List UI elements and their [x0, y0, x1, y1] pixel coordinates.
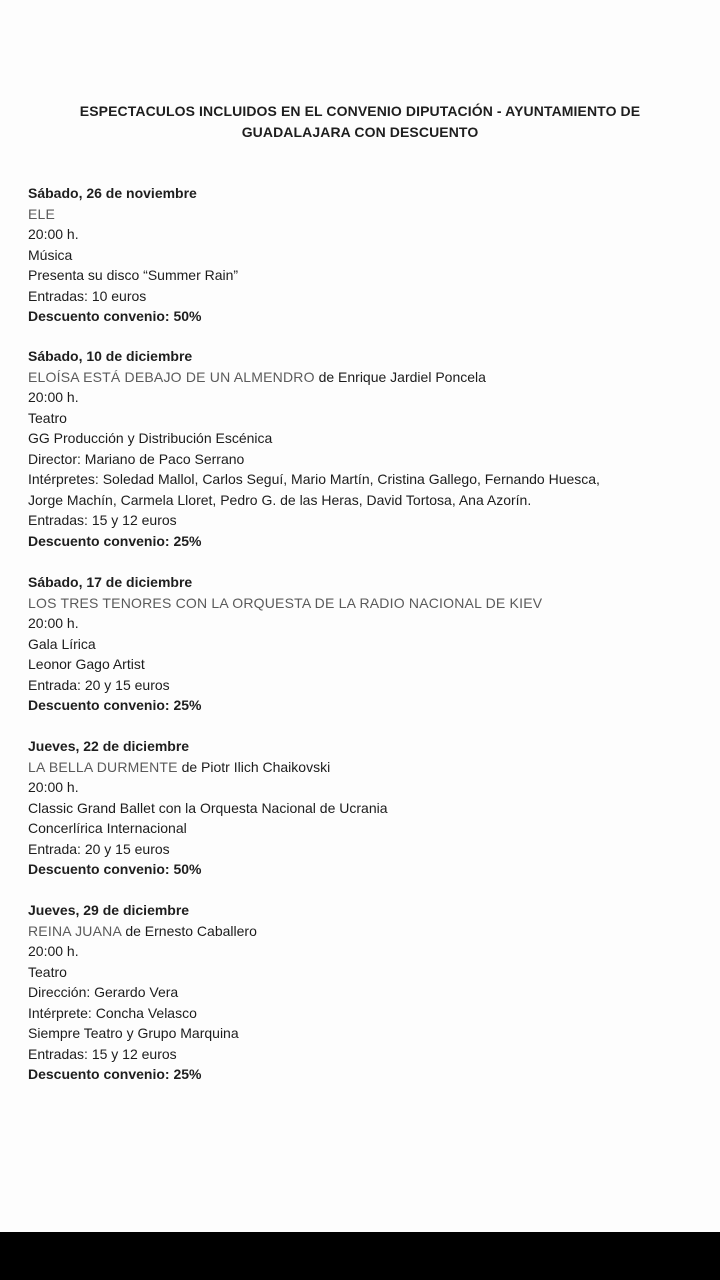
- event-time: 20:00 h.: [28, 226, 79, 242]
- event-time: 20:00 h.: [28, 943, 79, 959]
- event-price: Entrada: 20 y 15 euros: [28, 676, 170, 693]
- event-price: Entradas: 15 y 12 euros: [28, 512, 177, 528]
- event-genre: Gala Lírica: [28, 635, 96, 652]
- event-director: Dirección: Gerardo Vera: [28, 984, 179, 1000]
- event-date: Sábado, 17 de diciembre: [28, 574, 193, 590]
- navigation-bar: [0, 1232, 720, 1280]
- event-time: 20:00 h.: [28, 389, 79, 405]
- event-discount: Descuento convenio: 25%: [28, 1066, 202, 1082]
- event-name: LOS TRES TENORES CON LA ORQUESTA DE LA RADIO NACIONAL DE KIEV: [28, 594, 543, 611]
- event-name: LA BELLA DURMENTE: [28, 758, 178, 775]
- event-performer: Intérprete: Concha Velasco: [28, 1004, 197, 1021]
- event-producer: Concerlírica Internacional: [28, 820, 187, 836]
- event-name: ELE: [28, 205, 56, 222]
- event-cast-continued: Jorge Machín, Carmela Lloret, Pedro G. de las Heras, David Tortosa, Ana Azorín.: [28, 491, 532, 508]
- event-time: 20:00 h.: [28, 615, 79, 631]
- event-genre: Música: [28, 246, 73, 263]
- event-cast: Intérpretes: Soledad Mallol, Carlos Seguí, Mario Martín, Cristina Gallego, Fernando Huesca,: [28, 471, 600, 487]
- event-discount: Descuento convenio: 50%: [28, 861, 202, 877]
- event-price: Entradas: 15 y 12 euros: [28, 1045, 177, 1062]
- event-date: Sábado, 26 de noviembre: [28, 185, 197, 201]
- event-name: ELOÍSA ESTÁ DEBAJO DE UN ALMENDRO: [28, 368, 315, 385]
- event-company: GG Producción y Distribución Escénica: [28, 430, 273, 446]
- event-name: REINA JUANA: [28, 922, 126, 939]
- event-tres-tenores: [28, 572, 708, 716]
- event-genre: Teatro: [28, 963, 67, 980]
- event-time: 20:00 h.: [28, 779, 79, 795]
- event-price: Entradas: 10 euros: [28, 287, 147, 304]
- event-date: Sábado, 10 de diciembre: [28, 348, 193, 364]
- event-company: Siempre Teatro y Grupo Marquina: [28, 1025, 239, 1041]
- event-company: Leonor Gago Artist: [28, 656, 145, 672]
- document-title: [40, 101, 680, 143]
- event-date: Jueves, 22 de diciembre: [28, 738, 190, 754]
- title-line-1: ESPECTACULOS INCLUIDOS EN EL CONVENIO DIPUTACIÓN - AYUNTAMIENTO DE: [79, 103, 641, 119]
- event-eloisa: [28, 346, 708, 551]
- event-author: de Ernesto Caballero: [125, 922, 257, 939]
- event-director: Director: Mariano de Paco Serrano: [28, 450, 245, 467]
- event-discount: Descuento convenio: 25%: [28, 532, 202, 549]
- title-line-2: GUADALAJARA CON DESCUENTO: [241, 124, 479, 140]
- event-discount: Descuento convenio: 50%: [28, 308, 202, 324]
- event-ele: [28, 183, 708, 327]
- event-genre: Teatro: [28, 409, 67, 426]
- event-price: Entrada: 20 y 15 euros: [28, 840, 170, 857]
- event-discount: Descuento convenio: 25%: [28, 697, 202, 713]
- event-reina-juana: [28, 900, 708, 1085]
- event-description: Presenta su disco “Summer Rain”: [28, 267, 239, 283]
- event-author: de Enrique Jardiel Poncela: [314, 368, 486, 385]
- event-company: Classic Grand Ballet con la Orquesta Nacional de Ucrania: [28, 799, 388, 816]
- event-bella-durmiente: [28, 736, 708, 880]
- event-author: de Piotr Ilich Chaikovski: [177, 758, 331, 775]
- event-date: Jueves, 29 de diciembre: [28, 902, 190, 918]
